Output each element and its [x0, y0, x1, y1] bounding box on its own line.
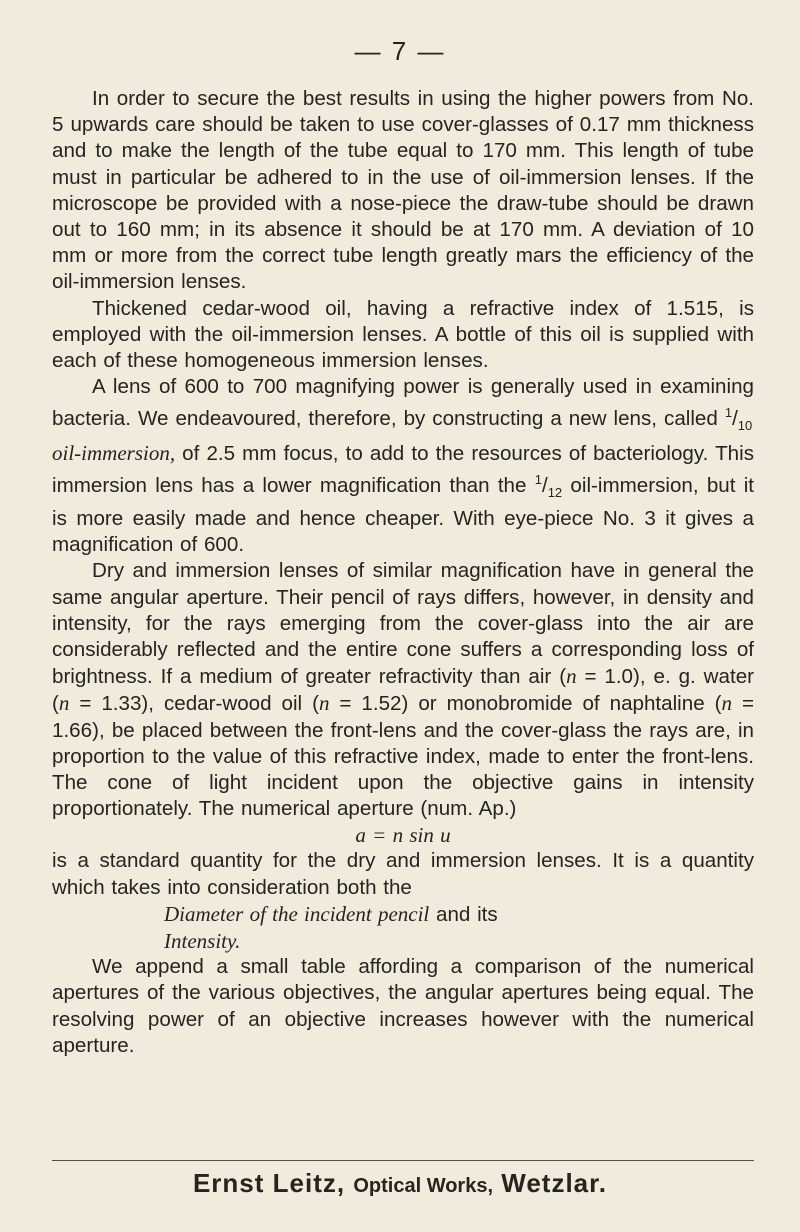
emphasis-line-intensity — [52, 928, 754, 954]
page-number: — 7 — — [354, 36, 446, 66]
paragraph-aperture — [52, 558, 754, 822]
emphasis-line-diameter — [52, 901, 754, 928]
text-segment: = 1.0), e. g. water ( — [52, 665, 754, 716]
text-segment: oil-immersion, but it is more easily made and hence cheaper. With eye-piece No. 3 it gives a magnification of 600. — [52, 473, 755, 557]
paragraph-cedar-oil: Thickened cedar-wood oil, having a refractive index of 1.515, is employed with the oil-immersion lenses. A bottle of this oil is supplied with each of these homogeneous immersion lenses. — [52, 296, 754, 373]
text-segment: = 1.33), cedar-wood oil ( — [69, 692, 319, 716]
italic-term: Diameter of the incident pencil — [164, 901, 430, 926]
fraction-denominator: 10 — [737, 418, 753, 434]
paragraph-standard-quantity: is a standard quantity for the dry and immersion lenses. It is a quantity which takes into consideration both the — [52, 849, 754, 899]
body-text — [52, 86, 754, 1059]
variable-n: n — [58, 691, 70, 716]
fraction-denominator: 12 — [547, 484, 563, 500]
text-segment: of 2.5 mm focus, to add to the resources of bacteriology. This immersion lens has a lower magnification than the — [52, 441, 754, 497]
footer-rule — [52, 1160, 754, 1161]
italic-term: Intensity. — [164, 929, 241, 954]
variable-n: n — [721, 691, 732, 716]
text-segment: = 1.66), be placed between the front-lens and the cover-glass the rays are, in proportion to the value of this refractive index, made to enter the front-lens. The cone of light incident upon the objective gains in intensity proportionately. The numerical aperture (num. Ap.) — [52, 692, 754, 821]
footer-subtitle: Optical Works, — [353, 1175, 494, 1197]
fraction-numerator: 1 — [534, 471, 542, 487]
paragraph-table-note: We append a small table affording a comparison of the numerical apertures of the various objectives, the angular apertures being equal. The resolving power of an objective increases however with the numerical aperture. — [52, 955, 754, 1057]
footer-name: Ernst Leitz, — [192, 1168, 346, 1198]
text-segment: Dry and immersion lenses of similar magnification have in general the same angular aperture. Their pencil of rays differs, however, in density and intensity, for the rays emerging from the cover-glass into the air are considerably reflected and the entire cone suffers a corresponding loss of brightness. If a medium of greater refractivity than air ( — [52, 559, 754, 689]
footer-city: Wetzlar. — [501, 1168, 608, 1198]
paragraph-new-lens: A lens of 600 to 700 magnifying power is generally used in examining bacteria. We endeavoured, therefore, by constructing a new lens, called $^1/_{10}$ oil-immersion, of 2.5 mm focus, to add to the resources of bacteriology. This immersion lens has a lower magnification than the $^1/_{12}$ oil-immersion, but it is more easily made and hence cheaper. With eye-piece No. 3 it gives a magnification of 600. — [52, 375, 755, 557]
variable-n: n — [566, 664, 577, 689]
variable-n: n — [318, 691, 330, 716]
footer — [0, 1168, 800, 1199]
text-segment: A lens of 600 to 700 magnifying power is generally used in examining bacteria. We endeavoured, therefore, by constructing a new lens, called — [52, 375, 754, 431]
fraction-numerator: 1 — [724, 405, 733, 421]
paragraph-tube-length: In order to secure the best results in using the higher powers from No. 5 upwards care should be taken to use cover-glasses of 0.17 mm thickness and to make the length of the tube equal to 170 mm. This length of tube must in particular be adhered to in the use of oil-immersion lenses. If the microscope be provided with a nose-piece the draw-tube should be drawn out to 160 mm; in its absence it should be at 170 mm. A deviation of 10 mm or more from the correct tube length greatly mars the efficiency of the oil-immersion lenses. — [52, 87, 754, 294]
formula: a = n sin u — [355, 823, 451, 848]
italic-term: oil-immersion, — [52, 440, 176, 465]
text-segment: = 1.52) or monobromide of naphtaline ( — [329, 692, 722, 716]
text-segment: and its — [429, 902, 498, 926]
